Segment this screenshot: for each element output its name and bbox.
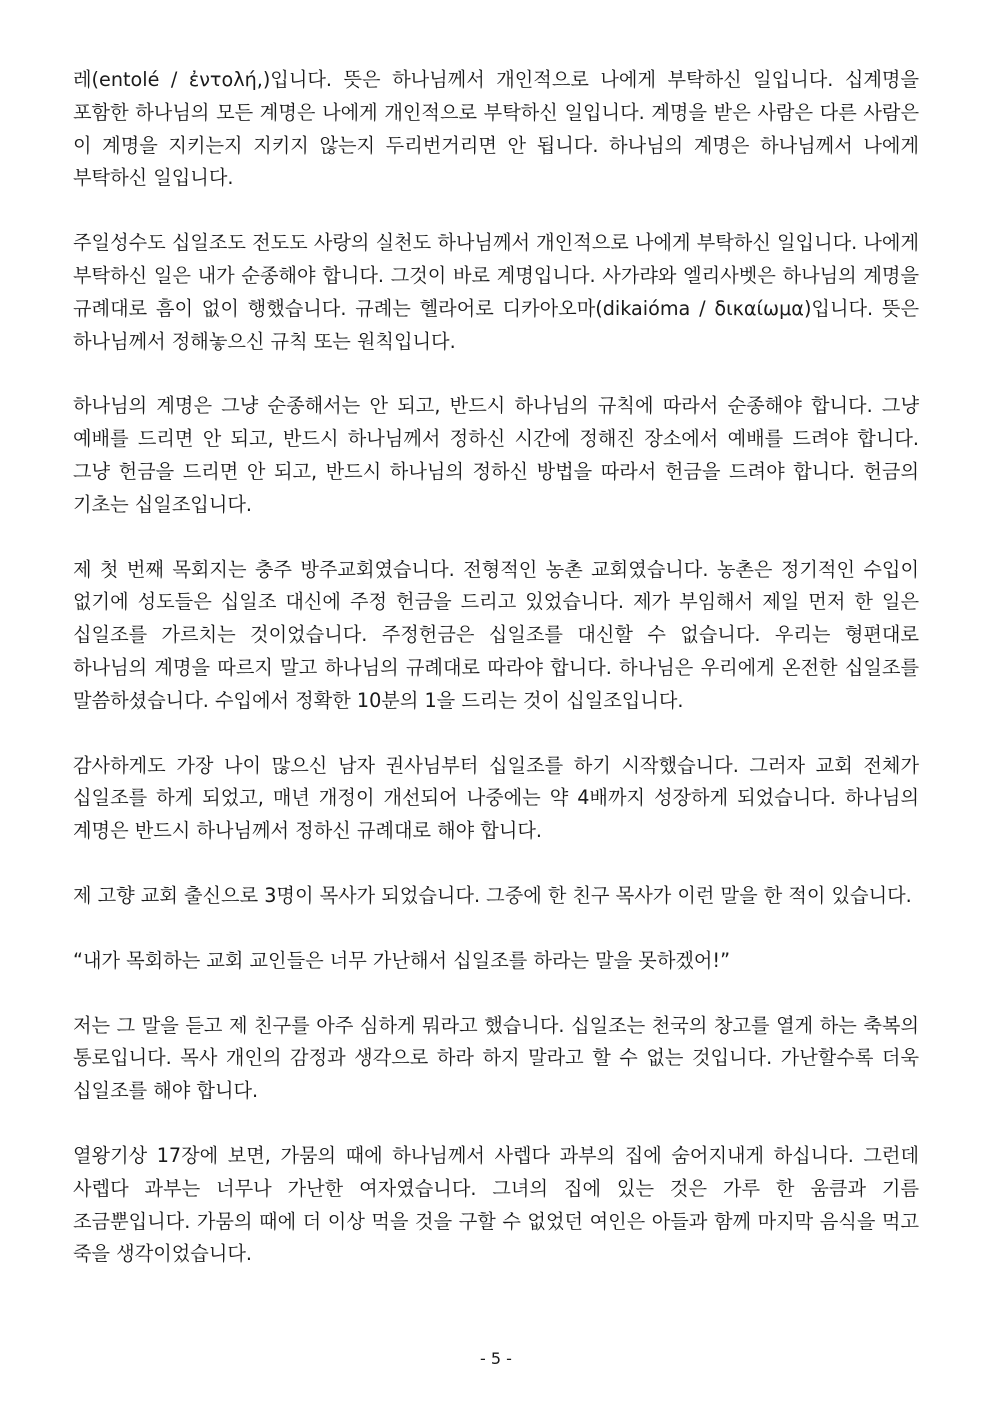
paragraph-5: 감사하게도 가장 나이 많으신 남자 권사님부터 십일조를 하기 시작했습니다. 그러자 교회 전체가 십일조를 하게 되었고, 매년 개정이 개선되어 나중에는 약 4배까지 성장하게 되었습니다. 하나님의 계명은 반드시 하나님께서 정하신 규례대로 해야 합니다. <box>73 753 919 843</box>
paragraph-8: 저는 그 말을 듣고 제 친구를 아주 심하게 뭐라고 했습니다. 십일조는 천국의 창고를 열게 하는 축복의 통로입니다. 목사 개인의 감정과 생각으로 하라 하지 말라고 할 수 없는 것입니다. 가난할수록 더욱 십일조를 해야 합니다. <box>73 1013 919 1103</box>
paragraph-2: 주일성수도 십일조도 전도도 사랑의 실천도 하나님께서 개인적으로 나에게 부탁하신 일입니다. 나에게 부탁하신 일은 내가 순종해야 합니다. 그것이 바로 계명입니다. 사가랴와 엘리사벳은 하나님의 계명을 규례대로 흠이 없이 행했습니다. 규례는 헬라어로 디카아오마(dikaióma / δικαίωμα)입니다. 뜻은 하나님께서 정해놓으신 규칙 또는 원칙입니다. <box>73 231 919 353</box>
paragraph-3: 하나님의 계명은 그냥 순종해서는 안 되고, 반드시 하나님의 규칙에 따라서 순종해야 합니다. 그냥 예배를 드리면 안 되고, 반드시 하나님께서 정하신 시간에 정해진 장소에서 예배를 드려야 합니다. 그냥 헌금을 드리면 안 되고, 반드시 하나님의 정하신 방법을 따라서 헌금을 드려야 합니다. 헌금의 기초는 십일조입니다. <box>73 394 919 516</box>
paragraph-6: 제 고향 교회 출신으로 3명이 목사가 되었습니다. 그중에 한 친구 목사가 이런 말을 한 적이 있습니다. <box>73 883 912 907</box>
document-body <box>73 64 919 1303</box>
paragraph-7-quote: “내가 목회하는 교회 교인들은 너무 가난해서 십일조를 하라는 말을 못하겠어!” <box>73 948 731 972</box>
page-number: - 5 - <box>480 1349 512 1368</box>
paragraph-1: 레(entolé / ἐντολή,)입니다. 뜻은 하나님께서 개인적으로 나에게 부탁하신 일입니다. 십계명을 포함한 하나님의 모든 계명은 나에게 개인적으로 부탁하신 일입니다. 계명을 받은 사람은 다른 사람은 이 계명을 지키는지 지키지 않는지 두리번거리면 안 됩니다. 하나님의 계명은 하나님께서 나에게 부탁하신 일입니다. <box>73 68 919 190</box>
paragraph-9: 열왕기상 17장에 보면, 가뭄의 때에 하나님께서 사렙다 과부의 집에 숨어지내게 하십니다. 그런데 사렙다 과부는 너무나 가난한 여자였습니다. 그녀의 집에 있는 것은 가루 한 움큼과 기름 조금뿐입니다. 가뭄의 때에 더 이상 먹을 것을 구할 수 없었던 여인은 아들과 함께 마지막 음식을 먹고 죽을 생각이었습니다. <box>73 1143 919 1266</box>
paragraph-4: 제 첫 번째 목회지는 충주 방주교회였습니다. 전형적인 농촌 교회였습니다. 농촌은 정기적인 수입이 없기에 성도들은 십일조 대신에 주정 헌금을 드리고 있었습니다. 제가 부임해서 제일 먼저 한 일은 십일조를 가르치는 것이었습니다. 주정헌금은 십일조를 대신할 수 없습니다. 우리는 형편대로 하나님의 계명을 따르지 말고 하나님의 규례대로 따라야 합니다. 하나님은 우리에게 온전한 십일조를 말씀하셨습니다. 수입에서 정확한 10분의 1을 드리는 것이 십일조입니다. <box>73 557 919 712</box>
